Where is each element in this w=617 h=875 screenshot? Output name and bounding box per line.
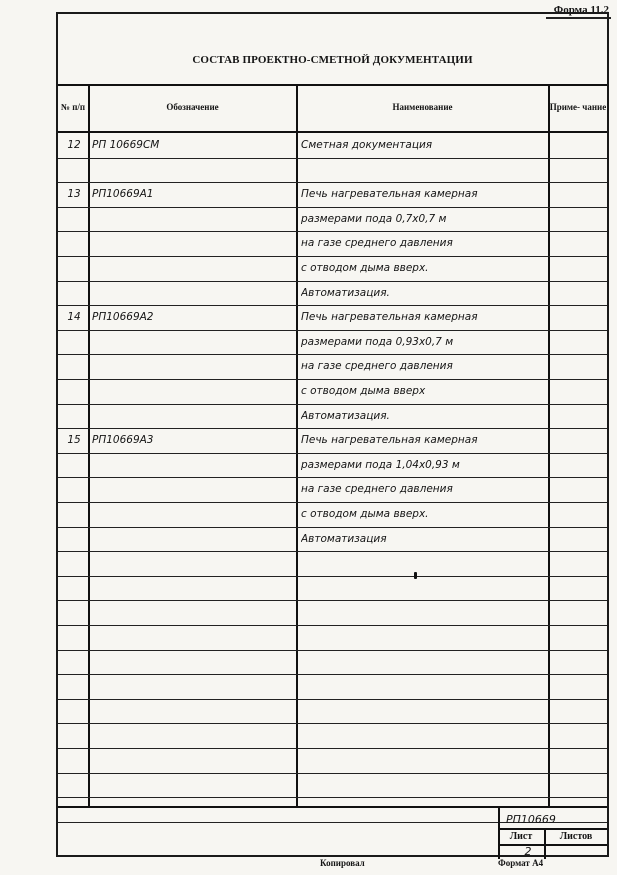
cell-number <box>60 699 88 723</box>
cell-name: Печь нагревательная камерная <box>301 311 478 324</box>
row-divider <box>58 576 607 577</box>
cell-number: 13 <box>67 188 81 201</box>
row-divider <box>58 379 607 380</box>
cell-number <box>60 600 88 624</box>
row-divider <box>58 256 607 257</box>
paper-format-label: Формат А4 <box>498 858 544 868</box>
cell-number <box>60 625 88 649</box>
ink-mark <box>414 572 417 579</box>
cell-designation <box>92 256 294 280</box>
cell-name <box>301 723 546 747</box>
cell-number <box>60 650 88 674</box>
cell-number <box>60 773 88 797</box>
cell-designation <box>92 650 294 674</box>
cell-number: 14 <box>67 311 81 324</box>
row-divider <box>58 207 607 208</box>
copied-by-label: Копировал <box>320 858 365 868</box>
cell-designation <box>92 576 294 600</box>
row-divider <box>58 723 607 724</box>
cell-designation <box>92 699 294 723</box>
row-divider <box>58 182 607 183</box>
cell-number <box>60 379 88 403</box>
row-divider <box>58 748 607 749</box>
cell-number <box>60 527 88 551</box>
cell-number <box>60 404 88 428</box>
cell-number <box>60 477 88 501</box>
cell-designation: РП 10669СМ <box>92 139 160 151</box>
cell-name: с отводом дыма вверх <box>301 385 426 397</box>
stamp-document-code: РП10669 <box>506 812 556 826</box>
cell-number <box>60 551 88 575</box>
cell-name: Сметная документация <box>301 139 433 151</box>
cell-name: Автоматизация <box>301 532 387 545</box>
cell-name: размерами пода 0,7х0,7 м <box>301 212 447 225</box>
cell-number <box>60 281 88 305</box>
row-divider <box>58 330 607 331</box>
document-title: СОСТАВ ПРОЕКТНО-СМЕТНОЙ ДОКУМЕНТАЦИИ <box>192 54 473 66</box>
cell-name <box>301 600 546 624</box>
row-divider <box>58 305 607 306</box>
row-divider <box>58 453 607 454</box>
cell-name: Печь нагревательная камерная <box>301 188 478 201</box>
row-divider <box>58 773 607 774</box>
cell-name <box>301 773 546 797</box>
stamp-sheet-label: Лист <box>509 831 533 842</box>
cell-number: 12 <box>67 139 81 151</box>
cell-designation <box>92 748 294 772</box>
row-divider <box>58 527 607 528</box>
cell-designation <box>92 723 294 747</box>
cell-name: с отводом дыма вверх. <box>301 262 429 274</box>
cell-designation <box>92 231 294 255</box>
cell-number: 15 <box>67 434 81 447</box>
cell-number <box>60 231 88 255</box>
title-block <box>58 806 607 859</box>
header-name: Наименование <box>392 102 453 112</box>
cell-number <box>60 453 88 477</box>
cell-number <box>60 354 88 378</box>
cell-designation: РП10669А3 <box>92 434 154 447</box>
cell-number <box>60 330 88 354</box>
cell-name <box>301 674 546 698</box>
cell-designation <box>92 773 294 797</box>
row-divider <box>58 551 607 552</box>
cell-designation <box>92 674 294 698</box>
cell-number <box>60 256 88 280</box>
document-frame <box>56 12 609 857</box>
cell-designation <box>92 625 294 649</box>
documents-table <box>58 84 607 806</box>
cell-name <box>301 576 546 600</box>
cell-name <box>301 551 546 575</box>
cell-designation <box>92 207 294 231</box>
row-divider <box>58 281 607 282</box>
cell-name <box>301 699 546 723</box>
cell-name <box>301 650 546 674</box>
cell-number <box>60 207 88 231</box>
stamp-sheets-value <box>546 845 606 858</box>
cell-designation <box>92 281 294 305</box>
cell-number <box>60 502 88 526</box>
row-divider <box>58 404 607 405</box>
cell-name: Автоматизация. <box>301 409 390 422</box>
cell-name <box>301 158 546 182</box>
cell-designation <box>92 477 294 501</box>
cell-designation <box>92 379 294 403</box>
row-divider <box>58 600 607 601</box>
cell-designation <box>92 453 294 477</box>
stamp-sheets-label: Листов <box>559 831 593 842</box>
cell-number <box>60 158 88 182</box>
cell-designation: РП10669А1 <box>92 188 154 201</box>
cell-name: размерами пода 0,93х0,7 м <box>301 335 454 348</box>
row-divider <box>58 650 607 651</box>
cell-designation <box>92 354 294 378</box>
cell-name <box>301 625 546 649</box>
cell-designation: РП10669А2 <box>92 311 154 324</box>
row-divider <box>58 699 607 700</box>
cell-designation <box>92 527 294 551</box>
header-number: № п/п <box>60 102 86 112</box>
cell-name: Автоматизация. <box>301 286 390 299</box>
cell-number <box>60 723 88 747</box>
cell-name: на газе среднего давления <box>301 237 453 250</box>
row-divider <box>58 797 607 798</box>
form-number-label: Форма 11.2 <box>546 4 611 19</box>
header-note: Приме- чание <box>549 102 607 112</box>
row-divider <box>58 674 607 675</box>
row-divider <box>58 158 607 159</box>
stamp-sheet-value: 2 <box>524 845 532 858</box>
cell-name: размерами пода 1,04х0,93 м <box>301 458 460 471</box>
row-divider <box>58 477 607 478</box>
cell-number <box>60 674 88 698</box>
cell-designation <box>92 158 294 182</box>
cell-name: на газе среднего давления <box>301 483 453 496</box>
cell-designation <box>92 502 294 526</box>
cell-designation <box>92 600 294 624</box>
cell-name: Печь нагревательная камерная <box>301 434 478 447</box>
row-divider <box>58 502 607 503</box>
header-designation: Обозначение <box>166 102 219 112</box>
cell-designation <box>92 404 294 428</box>
row-divider <box>58 231 607 232</box>
row-divider <box>58 625 607 626</box>
row-divider <box>58 428 607 429</box>
cell-name <box>301 748 546 772</box>
cell-number <box>60 748 88 772</box>
cell-name: на газе среднего давления <box>301 360 453 373</box>
cell-designation <box>92 330 294 354</box>
row-divider <box>58 354 607 355</box>
cell-designation <box>92 551 294 575</box>
cell-name: с отводом дыма вверх. <box>301 508 429 520</box>
cell-number <box>60 576 88 600</box>
